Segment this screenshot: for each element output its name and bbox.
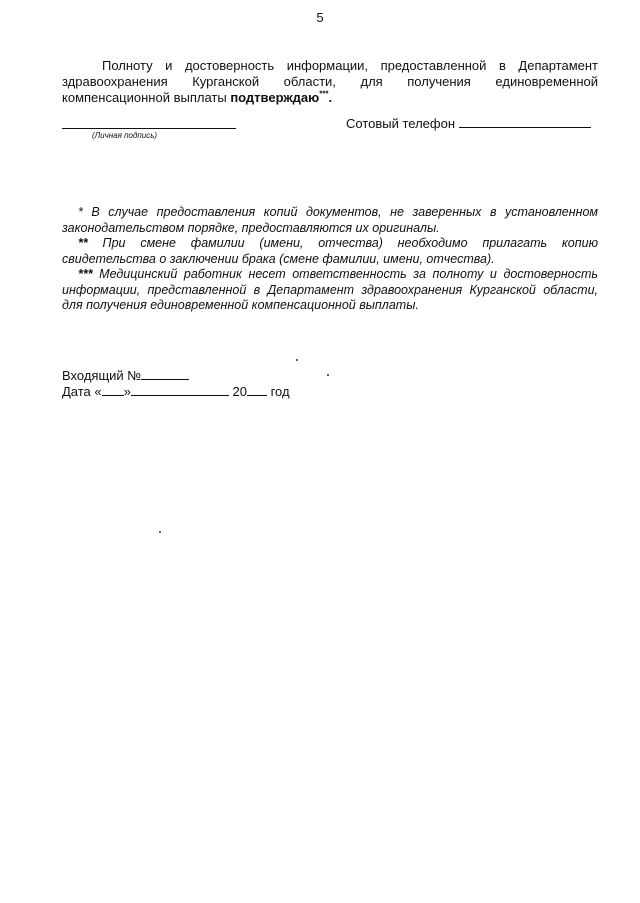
footnote-text: При смене фамилии (имени, отчества) необходимо прилагать копию свидетельства о заключении брака (смене фамилии, имени, отчества). (62, 236, 598, 266)
phone-field (346, 116, 591, 131)
incoming-number-blank[interactable] (141, 368, 189, 380)
footnote-text: В случае предоставления копий документов, не заверенных в установленном законодательством порядке, предоставляются их оригиналы. (62, 205, 598, 235)
incoming-date-row (62, 384, 290, 400)
footnote-3 (62, 267, 598, 314)
confirmation-mark: *** (319, 89, 329, 99)
footnote-mark: *** (78, 267, 93, 281)
incoming-number-label: Входящий № (62, 368, 142, 383)
scan-speck (296, 359, 298, 361)
date-month-blank[interactable] (131, 384, 229, 396)
phone-label: Сотовый телефон (346, 116, 456, 131)
date-day-blank[interactable] (102, 384, 124, 396)
signature-caption: (Личная подпись) (92, 131, 158, 140)
date-year-blank[interactable] (247, 384, 267, 396)
footnote-mark: * (78, 205, 83, 219)
confirmation-text: Полноту и достоверность информации, предоставленной в Департамент здравоохранения Курганской области, для получения единовременной компенсационной выплаты (62, 58, 598, 105)
footnote-1 (62, 205, 598, 236)
page-number: 5 (316, 10, 324, 25)
incoming-number-row (62, 368, 290, 384)
incoming-date-label: Дата « (62, 384, 102, 399)
footnote-2 (62, 236, 598, 267)
incoming-date-mid: » (123, 384, 131, 399)
footnote-text: Медицинский работник несет ответственность за полноту и достоверность информации, представленной в Департамент здравоохранения Курганской области, для получения единовременной компенсационной выплаты. (62, 267, 598, 312)
phone-blank[interactable] (459, 116, 591, 128)
scan-speck (159, 531, 161, 533)
incoming-year-suffix: год (266, 384, 290, 399)
confirmation-end: . (328, 90, 333, 105)
incoming-block (62, 368, 290, 400)
scan-speck (327, 374, 329, 376)
footnote-mark: ** (78, 236, 88, 250)
footnotes (62, 205, 598, 314)
confirmation-paragraph (62, 58, 598, 106)
incoming-year-prefix: 20 (232, 384, 247, 399)
signature-line[interactable] (62, 128, 236, 129)
confirmation-bold: подтверждаю (230, 90, 320, 105)
